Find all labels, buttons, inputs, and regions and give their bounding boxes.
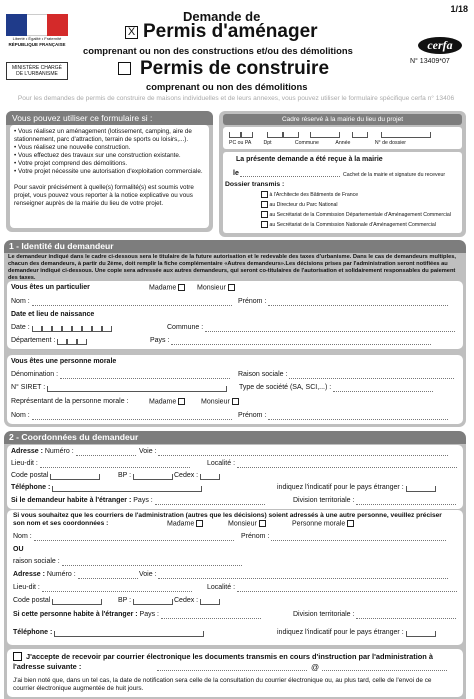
ou-label: OU bbox=[13, 546, 24, 553]
division-field[interactable]: Division territoriale : bbox=[293, 497, 456, 505]
col-dossier: N° de dossier bbox=[374, 140, 407, 146]
republique-logo bbox=[6, 14, 68, 47]
etranger-row[interactable]: Si le demandeur habite à l'étranger : Pays : bbox=[11, 497, 265, 505]
transmis-item[interactable]: au Secrétariat de la Commission Nationale d'Aménagement Commercial bbox=[261, 220, 451, 230]
ministry-box bbox=[6, 62, 68, 80]
usage-bullet: • Vous réalisez une nouvelle construction. bbox=[14, 144, 131, 152]
autre-bp-field[interactable]: BP : bbox=[118, 597, 173, 605]
subtitle-construire: comprenant ou non des démolitions bbox=[146, 81, 308, 92]
rep-monsieur-option[interactable]: Monsieur bbox=[201, 398, 239, 407]
section1-intro: Le demandeur indiqué dans le cadre ci-dessous sera le titulaire de la future autorisation et le redevable des taxes d'urbanisme. Dans le cas de demandeurs multiples, chacun des demandeurs, à partir du 2ème, doit remplir la fiche complémentaire «Autres demandeurs».Les décisions prises par l'administration seront notifiées au demandeur indiqué ci-dessous. Une copie sera adressée aux autres demandeurs, qui seront co-titulaires de l'autorisation et solidairement responsables du paiement des taxes. bbox=[8, 254, 456, 281]
autre-lieu-dit-field[interactable]: Lieu-dit : bbox=[13, 584, 192, 592]
section2-body bbox=[4, 444, 466, 699]
dossier-label: Dossier transmis : bbox=[225, 181, 285, 188]
col-dpt: Dpt bbox=[263, 140, 272, 146]
autre-localite-field[interactable]: Localité : bbox=[207, 584, 457, 592]
usage-bullet: • Votre projet comprend des démolitions. bbox=[14, 160, 128, 168]
title-permis-amenager: Permis d'aménager bbox=[143, 21, 318, 42]
numero-field[interactable]: Adresse : Numéro : bbox=[11, 448, 136, 456]
autre-indicatif-field[interactable]: indiquez l'indicatif pour le pays étranger : bbox=[277, 629, 436, 637]
permis-construire-checkbox[interactable] bbox=[118, 62, 131, 75]
autre-monsieur-option[interactable]: Monsieur bbox=[228, 520, 266, 529]
ministry-line-1: MINISTÈRE CHARGÉ bbox=[11, 65, 62, 71]
raison-sociale-field[interactable]: Raison sociale : bbox=[238, 371, 454, 379]
localite-field[interactable]: Localité : bbox=[207, 460, 457, 468]
permis-amenager-checkbox[interactable]: X bbox=[125, 26, 138, 39]
type-societe-field[interactable]: Type de société (SA, SCI,...) : bbox=[239, 384, 433, 392]
title-permis-construire: Permis de construire bbox=[140, 58, 330, 79]
transmis-item[interactable]: à l'Architecte des Bâtiments de France bbox=[261, 190, 451, 200]
autre-prenom-field[interactable]: Prénom : bbox=[241, 533, 446, 541]
reception-date-field[interactable] bbox=[240, 171, 340, 177]
logo-republique: RÉPUBLIQUE FRANÇAISE bbox=[8, 41, 66, 47]
autre-personne-text: Si vous souhaitez que les courriers de l'administration (autres que les décisions) soient adressés à une autre personne, veuillez préciser son nom et ses coordonnées : bbox=[13, 512, 442, 528]
telephone-field[interactable]: Téléphone : bbox=[11, 484, 202, 492]
morale-box bbox=[7, 355, 463, 424]
rep-prenom-field[interactable]: Prénom : bbox=[238, 412, 448, 420]
email-local-field[interactable] bbox=[157, 665, 307, 671]
page-number: 1/18 bbox=[450, 4, 468, 14]
cerfa-logo: cerfa bbox=[418, 37, 462, 54]
autre-madame-option[interactable]: Madame bbox=[167, 520, 203, 529]
accept-email-text: J'accepte de recevoir par courrier électronique les documents transmis en cours d'instruction par l'administration à l'adresse suivante : bbox=[13, 652, 433, 672]
usage-bullet: • Vous effectuez des travaux sur une construction existante. bbox=[14, 152, 181, 160]
mairie-reception bbox=[223, 152, 462, 233]
code-postal-field[interactable]: Code postal bbox=[11, 472, 100, 480]
denomination-field[interactable]: Dénomination : bbox=[11, 371, 230, 379]
autre-numero-field[interactable]: Adresse : Numéro : bbox=[13, 571, 138, 579]
coordonnees-box bbox=[7, 445, 463, 509]
col-annee: Année bbox=[335, 140, 351, 146]
madame-option[interactable]: Madame bbox=[149, 284, 185, 293]
autre-personne-box bbox=[7, 510, 463, 645]
date-lieu-label: Date et lieu de naissance bbox=[11, 311, 95, 318]
demande-de: Demande de bbox=[183, 9, 261, 24]
autre-raison-field[interactable]: raison sociale : bbox=[13, 558, 242, 566]
lieu-dit-field[interactable]: Lieu-dit : bbox=[11, 460, 190, 468]
mairie-box bbox=[219, 111, 466, 237]
autre-division-field[interactable]: Division territoriale : bbox=[293, 611, 456, 619]
subtitle-amenager: comprenant ou non des constructions et/ou des démolitions bbox=[83, 45, 353, 56]
cedex-field[interactable]: Cedex : bbox=[174, 472, 220, 480]
transmis-item[interactable]: au Directeur du Parc National bbox=[261, 200, 451, 210]
autre-cedex-field[interactable]: Cedex : bbox=[174, 597, 220, 605]
voie-field[interactable]: Voie : bbox=[139, 448, 448, 456]
autre-nom-field[interactable]: Nom : bbox=[13, 533, 234, 541]
le-label: le bbox=[233, 170, 239, 177]
usage-content bbox=[10, 125, 209, 228]
monsieur-option[interactable]: Monsieur bbox=[197, 284, 235, 293]
mairie-number-grid bbox=[223, 127, 462, 149]
logo-motto: Liberté • Égalité • Fraternité bbox=[12, 36, 62, 41]
commune-field[interactable]: Commune : bbox=[167, 324, 455, 332]
recue-label: La présente demande a été reçue à la mairie bbox=[236, 156, 383, 163]
prenom-field[interactable]: Prénom : bbox=[238, 298, 448, 306]
bp-field[interactable]: BP : bbox=[118, 472, 173, 480]
usage-title: Vous pouvez utiliser ce formulaire si : bbox=[6, 111, 213, 125]
particulier-label: Vous êtes un particulier bbox=[11, 284, 90, 291]
morale-label: Vous êtes une personne morale bbox=[11, 358, 117, 365]
email-at: @ bbox=[311, 663, 320, 672]
rep-madame-option[interactable]: Madame bbox=[149, 398, 185, 407]
email-box bbox=[7, 649, 463, 697]
autre-telephone-field[interactable]: Téléphone : bbox=[13, 629, 204, 637]
usage-box bbox=[6, 111, 213, 232]
usage-footer: Pour savoir précisément à quelle(s) formalité(s) est soumis votre projet, vous pouvez vous reporter à la notice explicative ou vous renseigner auprès de la mairie du lieu de votre projet. bbox=[14, 184, 194, 208]
ministry-line-2: DE L'URBANISME bbox=[16, 71, 58, 77]
cerfa-note: Pour les demandes de permis de construire de maisons individuelles et de leurs annexes, vous pouvez utiliser le formulaire spécifique cerfa n° 13406 bbox=[17, 95, 455, 102]
representant-label: Représentant de la personne morale : bbox=[11, 398, 129, 405]
pays-field[interactable]: Pays : bbox=[150, 337, 431, 345]
usage-bullet: • Votre projet nécessite une autorisation d'exploitation commerciale. bbox=[14, 168, 203, 176]
autre-voie-field[interactable]: Voie : bbox=[139, 571, 448, 579]
email-footnote: J'ai bien noté que, dans un tel cas, la date de notification sera celle de la consultation du courrier électronique ou, au plus tard, celle de l'envoi de ce courrier électronique augmentée de huit jours. bbox=[13, 677, 432, 692]
autre-morale-option[interactable]: Personne morale bbox=[292, 520, 354, 529]
section2-heading: 2 - Coordonnées du demandeur bbox=[4, 431, 466, 444]
cachet-label: Cachet de la mairie et signature du receveur bbox=[343, 172, 446, 178]
date-field[interactable]: Date : bbox=[11, 324, 112, 332]
section1-heading: 1 - Identité du demandeur bbox=[4, 240, 466, 253]
particulier-box bbox=[7, 281, 463, 349]
mairie-title: Cadre réservé à la mairie du lieu du projet bbox=[223, 114, 462, 125]
section1-body bbox=[4, 253, 466, 427]
nom-field[interactable]: Nom : bbox=[11, 298, 232, 306]
autre-etranger-row[interactable]: Si cette personne habite à l'étranger : Pays : bbox=[13, 611, 261, 619]
siret-field[interactable]: N° SIRET : bbox=[11, 384, 227, 392]
col-pc-pa: PC ou PA bbox=[229, 140, 252, 146]
rep-nom-field[interactable]: Nom : bbox=[11, 412, 232, 420]
usage-bullet: • Vous réalisez un aménagement (lotissement, camping, aire de stationnement, parc d'attraction, terrain de sports ou loisirs,...). bbox=[14, 128, 192, 144]
col-commune: Commune bbox=[294, 140, 319, 146]
email-domain-field[interactable] bbox=[322, 665, 447, 671]
departement-field[interactable]: Département : bbox=[11, 337, 87, 345]
indicatif-field[interactable]: indiquez l'indicatif pour le pays étranger : bbox=[277, 484, 436, 492]
cerfa-number: N° 13409*07 bbox=[410, 58, 450, 65]
transmis-item[interactable]: au Secrétariat de la Commission Départementale d'Aménagement Commercial bbox=[261, 210, 451, 220]
autre-code-postal-field[interactable]: Code postal bbox=[13, 597, 102, 605]
